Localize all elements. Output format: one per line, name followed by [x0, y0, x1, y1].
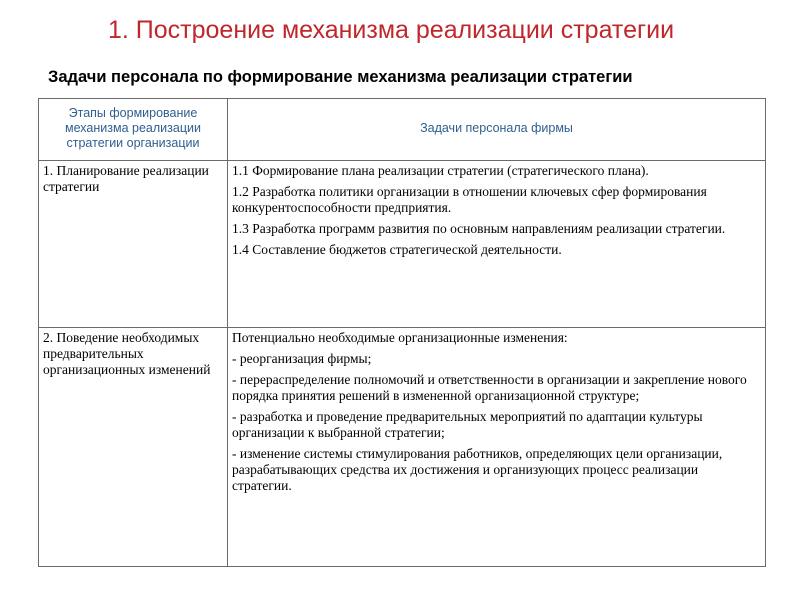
stage-cell: 2. Поведение необходимых предварительных организационных изменений	[39, 328, 228, 567]
task-item: - разработка и проведение предварительных мероприятий по адаптации культуры организации к выбранной стратегии;	[232, 409, 703, 440]
task-item: 1.1 Формирование плана реализации стратегии (стратегического плана).	[232, 163, 649, 178]
task-item: 1.2 Разработка политики организации в отношении ключевых сфер формирования конкурентоспособности предприятия.	[232, 184, 707, 215]
table-header-row	[39, 99, 766, 161]
tasks-table	[38, 98, 766, 567]
tasks-cell	[228, 328, 766, 567]
stage-cell: 1. Планирование реализации стратегии	[39, 161, 228, 328]
slide-subtitle: Задачи персонала по формирование механизма реализации стратегии	[48, 68, 633, 86]
task-item: 1.3 Разработка программ развития по основным направлениям реализации стратегии.	[232, 221, 726, 236]
header-tasks: Задачи персонала фирмы	[228, 99, 766, 161]
task-item: 1.4 Составление бюджетов стратегической деятельности.	[232, 242, 562, 257]
table-row	[39, 161, 766, 328]
table-row	[39, 328, 766, 567]
task-item: - реорганизация фирмы;	[232, 351, 372, 366]
header-stages: Этапы формирование механизма реализации стратегии организации	[39, 99, 228, 161]
slide-title: 1. Построение механизма реализации стратегии	[108, 16, 675, 44]
task-item: Потенциально необходимые организационные изменения:	[232, 330, 568, 345]
task-item: - перераспределение полномочий и ответственности в организации и закрепление нового порядка принятия решений в измененной организационной структуре;	[232, 372, 747, 403]
task-item: - изменение системы стимулирования работников, определяющих цели организации, разрабатывающих средства их достижения и организующих процесс реализации стратегии.	[232, 446, 723, 493]
tasks-cell	[228, 161, 766, 328]
